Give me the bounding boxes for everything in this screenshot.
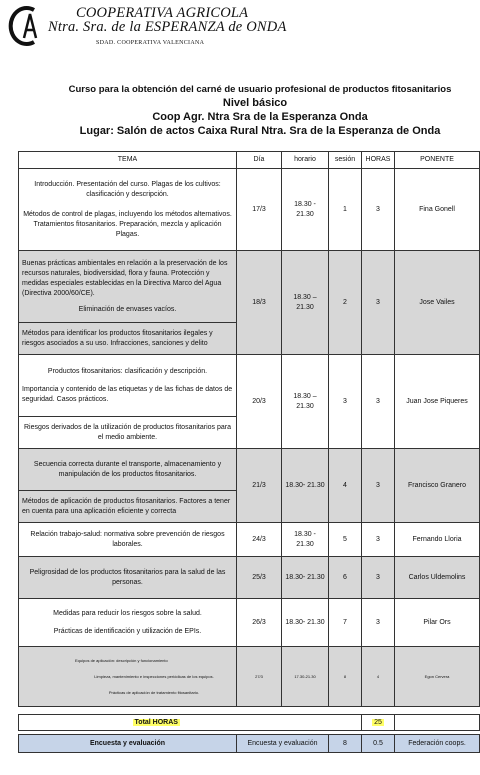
ponente-cell: Jose Vailes <box>395 251 480 355</box>
dia-cell: 24/3 <box>237 523 282 557</box>
horas-cell: 3 <box>362 251 395 355</box>
course-titles <box>0 84 480 138</box>
org-subtitle: SDAD. COOPERATIVA VALENCIANA <box>96 40 205 46</box>
horas-cell: 3 <box>362 449 395 523</box>
col-sesion: sesión <box>329 152 362 169</box>
table-row <box>19 251 480 323</box>
horario-cell: 18.30 – 21.30 <box>282 355 329 449</box>
table-row <box>19 355 480 417</box>
eval-horas-cell: 0.5 <box>362 735 395 753</box>
ponente-cell: Pilar Ors <box>395 599 480 647</box>
table-row <box>19 449 480 491</box>
tema-cell: Métodos para identificar los productos fitosanitarios ilegales y riesgos asociados a su uso. Infracciones, sanciones y delito <box>19 323 237 355</box>
dia-cell: 27/3 <box>237 647 282 707</box>
eval-ponente-cell: Federación coops. <box>395 735 480 753</box>
tema-cell: Peligrosidad de los productos fitosanitarios para la salud de las personas. <box>19 557 237 599</box>
eval-dia-cell: Encuesta y evaluación <box>237 735 329 753</box>
dia-cell: 17/3 <box>237 169 282 251</box>
table-row <box>19 647 480 707</box>
ponente-cell: Fina Gonell <box>395 169 480 251</box>
dia-cell: 25/3 <box>237 557 282 599</box>
table-row <box>19 599 480 647</box>
horas-cell: 3 <box>362 169 395 251</box>
ponente-cell: Francisco Granero <box>395 449 480 523</box>
tema-cell: Introducción. Presentación del curso. Plagas de los cultivos: clasificación y descripción. Métodos de control de plagas, incluyendo los métodos alternativos. Tratamientos fitosanitarios. Preparación, mezcla y aplicación Plagas. <box>19 169 237 251</box>
tema-cell: Secuencia correcta durante el transporte, almacenamiento y manipulación de los productos fitosanitarios. <box>19 449 237 491</box>
sesion-cell: 2 <box>329 251 362 355</box>
horario-cell: 17.30-21.30 <box>282 647 329 707</box>
horas-cell: 3 <box>362 557 395 599</box>
horas-cell: 3 <box>362 599 395 647</box>
tema-cell: Productos fitosanitarios: clasificación y descripción. Importancia y contenido de las etiquetas y de las fichas de datos de seguridad. Casos prácticos. <box>19 355 237 417</box>
total-row <box>19 715 480 731</box>
sesion-cell: 6 <box>329 557 362 599</box>
col-tema: TEMA <box>19 152 237 169</box>
total-label-cell <box>19 715 237 731</box>
ponente-cell: Juan Jose Piqueres <box>395 355 480 449</box>
col-dia: Día <box>237 152 282 169</box>
table-row <box>19 557 480 599</box>
total-blank <box>237 715 362 731</box>
ponente-cell: Fernando Lloria <box>395 523 480 557</box>
tema-cell: Buenas prácticas ambientales en relación a la preservación de los recursos naturales, biodiversidad, flora y fauna. Protección y medidas especiales establecidas en la Directiva Marco del Agua (Directiva 2000/60/CE). Eliminación de envases vacíos. <box>19 251 237 323</box>
horario-cell: 18.30 - 21.30 <box>282 523 329 557</box>
total-ponente-blank <box>395 715 480 731</box>
dia-cell: 20/3 <box>237 355 282 449</box>
dia-cell: 18/3 <box>237 251 282 355</box>
table-row <box>19 523 480 557</box>
cooperative-logo <box>4 2 44 50</box>
course-organizer: Coop Agr. Ntra Sra de la Esperanza Onda <box>152 111 368 123</box>
horario-cell: 18.30- 21.30 <box>282 449 329 523</box>
horario-cell: 18.30- 21.30 <box>282 599 329 647</box>
evaluation-row <box>19 735 480 753</box>
col-horas: HORAS <box>362 152 395 169</box>
sesion-cell: 8 <box>329 647 362 707</box>
org-name: COOPERATIVA AGRICOLA Ntra. Sra. de la ESPERANZA de ONDA <box>48 5 287 35</box>
sesion-cell: 5 <box>329 523 362 557</box>
total-label: Total HORAS <box>134 718 178 726</box>
total-value: 25 <box>374 718 382 726</box>
total-value-cell <box>362 715 395 731</box>
ponente-cell: Carlos Uldemolins <box>395 557 480 599</box>
horas-cell: 3 <box>362 355 395 449</box>
course-location: Lugar: Salón de actos Caixa Rural Ntra. Sra de la Esperanza de Onda <box>79 125 441 137</box>
course-level: Nivel básico <box>222 97 288 109</box>
eval-tema-cell: Encuesta y evaluación <box>19 735 237 753</box>
tema-cell: Equipos de aplicación: descripción y funcionamiento Limpieza, mantenimiento e inspecciones periódicas de los equipos. Prácticas de aplicación de tratamiento fitosanitario. <box>19 647 237 707</box>
col-ponente: PONENTE <box>395 152 480 169</box>
horario-cell: 18.30- 21.30 <box>282 557 329 599</box>
col-horario: horario <box>282 152 329 169</box>
tema-cell: Riesgos derivados de la utilización de productos fitosanitarios para el medio ambiente. <box>19 417 237 449</box>
horas-cell: 4 <box>362 647 395 707</box>
sesion-cell: 3 <box>329 355 362 449</box>
horas-cell: 3 <box>362 523 395 557</box>
sesion-cell: 1 <box>329 169 362 251</box>
tema-cell: Medidas para reducir los riesgos sobre la salud. Prácticas de identificación y utilización de EPIs. <box>19 599 237 647</box>
table-row <box>19 169 480 251</box>
dia-cell: 26/3 <box>237 599 282 647</box>
sesion-cell: 4 <box>329 449 362 523</box>
course-title: Curso para la obtención del carné de usuario profesional de productos fitosanitarios <box>68 84 452 95</box>
schedule-table <box>18 151 480 753</box>
tema-cell: Métodos de aplicación de productos fitosanitarios. Factores a tener en cuenta para una aplicación eficiente y correcta <box>19 491 237 523</box>
table-header-row <box>19 152 480 169</box>
spacer-row <box>19 707 480 715</box>
horario-cell: 18.30 - 21.30 <box>282 169 329 251</box>
horario-cell: 18.30 – 21.30 <box>282 251 329 355</box>
ponente-cell: Egon Cervera <box>395 647 480 707</box>
dia-cell: 21/3 <box>237 449 282 523</box>
eval-sesion-cell: 8 <box>329 735 362 753</box>
tema-cell: Relación trabajo-salud: normativa sobre prevención de riesgos laborales. <box>19 523 237 557</box>
sesion-cell: 7 <box>329 599 362 647</box>
